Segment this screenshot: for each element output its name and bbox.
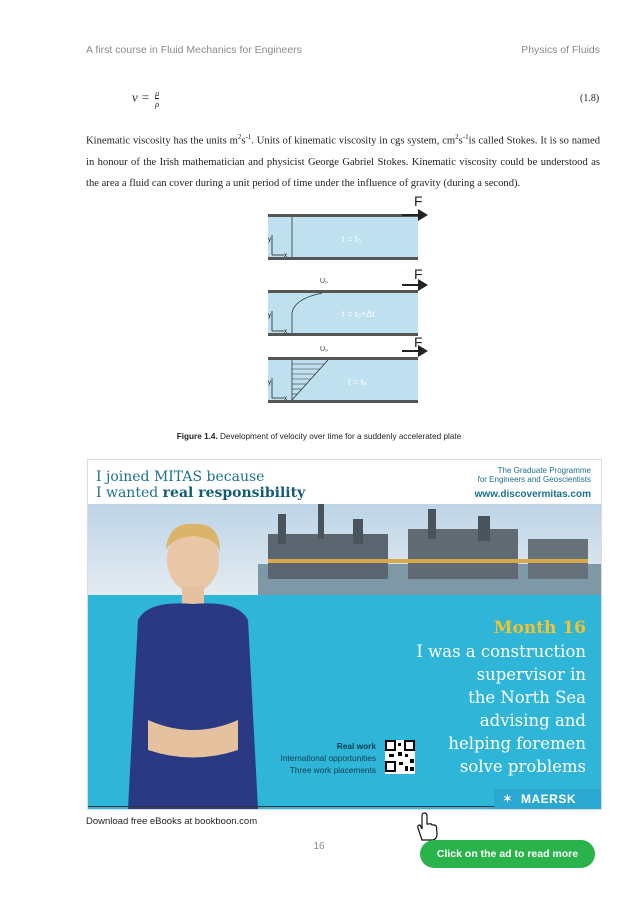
running-header-right: Physics of Fluids bbox=[521, 44, 600, 56]
ad-website-link[interactable]: www.discovermitas.com bbox=[474, 489, 591, 500]
fixed-plate-1 bbox=[268, 257, 418, 260]
read-more-button[interactable]: Click on the ad to read more bbox=[420, 840, 595, 868]
ad-tag-real-work: Real work bbox=[336, 741, 376, 751]
y-label-1: y bbox=[268, 237, 271, 243]
para-sup-2: -1 bbox=[245, 133, 252, 141]
time-label-1: t = t₀ bbox=[342, 234, 361, 244]
download-link[interactable]: Download free eBooks at bookboon.com bbox=[86, 816, 258, 827]
velocity-label-2: U₀ bbox=[320, 278, 328, 285]
figure-panel-1 bbox=[268, 195, 428, 260]
fixed-plate-2 bbox=[268, 333, 418, 336]
y-label-2: y bbox=[268, 313, 271, 319]
x-label-3: x bbox=[284, 396, 287, 402]
fluid-region-3 bbox=[268, 360, 418, 400]
equation-number: (1.8) bbox=[580, 93, 600, 104]
para-text-3: . Units of kinematic viscosity in cgs system, cm bbox=[251, 135, 456, 147]
para-text-2: s bbox=[241, 135, 246, 147]
equation-fraction bbox=[155, 88, 159, 109]
maersk-logo-text: MAERSK bbox=[521, 792, 577, 806]
force-label-1: F bbox=[414, 195, 423, 209]
figure-panel-2 bbox=[268, 266, 428, 336]
velocity-label-3: U₀ bbox=[320, 346, 328, 353]
caption-text: Development of velocity over time for a suddenly accelerated plate bbox=[217, 432, 462, 441]
body-paragraph bbox=[86, 127, 600, 194]
time-label-2: t = t₀+Δt bbox=[342, 309, 375, 319]
figure-caption bbox=[0, 432, 638, 441]
page-number: 16 bbox=[313, 841, 325, 852]
ad-headline-line1: I joined MITAS because bbox=[96, 469, 265, 485]
force-label-3: F bbox=[414, 334, 423, 350]
running-header-left: A first course in Fluid Mechanics for Engineers bbox=[86, 44, 302, 56]
x-label-1: x bbox=[284, 253, 287, 259]
x-label-2: x bbox=[284, 329, 287, 335]
ad-headline-line2 bbox=[96, 485, 305, 501]
ad-divider-line bbox=[88, 806, 494, 807]
equation-denominator: ρ bbox=[155, 99, 160, 109]
fixed-plate-3 bbox=[268, 400, 418, 403]
moving-plate-1 bbox=[268, 214, 418, 217]
para-text-5: is called Stokes. It is so named in honour of the Irish mathematician and physicist George Gabriel Stokes. Kinematic viscosity could be understood as the area a fluid can cover during a unit period of time under the influence of gravity (during a second). bbox=[86, 135, 601, 189]
ad-quote-line: solve problems bbox=[459, 757, 586, 776]
moving-plate-2 bbox=[268, 290, 418, 293]
equation-lhs: ν = bbox=[132, 89, 150, 105]
qr-code-icon[interactable] bbox=[385, 740, 415, 774]
ad-month-label: Month 16 bbox=[493, 618, 586, 638]
caption-label: Figure 1.4. bbox=[176, 432, 218, 441]
pointer-hand-icon bbox=[414, 812, 440, 842]
para-sup-4: -1 bbox=[462, 133, 469, 141]
time-label-3: t = tₙ bbox=[348, 377, 367, 387]
equation-numerator: μ bbox=[155, 88, 160, 98]
ad-graduate-line1: The Graduate Programme bbox=[497, 466, 591, 475]
y-label-3: y bbox=[268, 380, 271, 386]
para-sup-1: 2 bbox=[237, 133, 242, 141]
figure-panel-3 bbox=[268, 334, 428, 403]
velocity-profile-figure bbox=[262, 195, 440, 407]
force-arrowhead-1 bbox=[418, 209, 428, 221]
ad-quote-line: advising and bbox=[479, 711, 586, 730]
force-label-2: F bbox=[414, 266, 423, 282]
ad-quote-line: helping foremen bbox=[448, 734, 586, 753]
equation bbox=[132, 88, 159, 109]
moving-plate-3 bbox=[268, 357, 418, 360]
ad-quote-line: the North Sea bbox=[468, 688, 586, 707]
ad-quote-line: supervisor in bbox=[476, 665, 586, 684]
ad-tag-international: International opportunities bbox=[280, 753, 376, 763]
para-sup-3: 2 bbox=[455, 133, 459, 141]
maersk-star-icon: ✶ bbox=[500, 791, 515, 806]
mitas-advertisement[interactable] bbox=[87, 459, 602, 810]
para-text-1: Kinematic viscosity has the units m bbox=[86, 135, 238, 147]
para-text-4: s bbox=[458, 135, 463, 147]
ad-headline-bold: real responsibility bbox=[162, 485, 306, 501]
ad-quote-line: I was a construction bbox=[416, 642, 586, 661]
ad-tag-placements: Three work placements bbox=[289, 765, 376, 775]
ad-headline-plain: I wanted bbox=[96, 485, 163, 501]
ad-graduate-line2: for Engineers and Geoscientists bbox=[477, 475, 591, 484]
oil-platform-image bbox=[258, 504, 601, 604]
